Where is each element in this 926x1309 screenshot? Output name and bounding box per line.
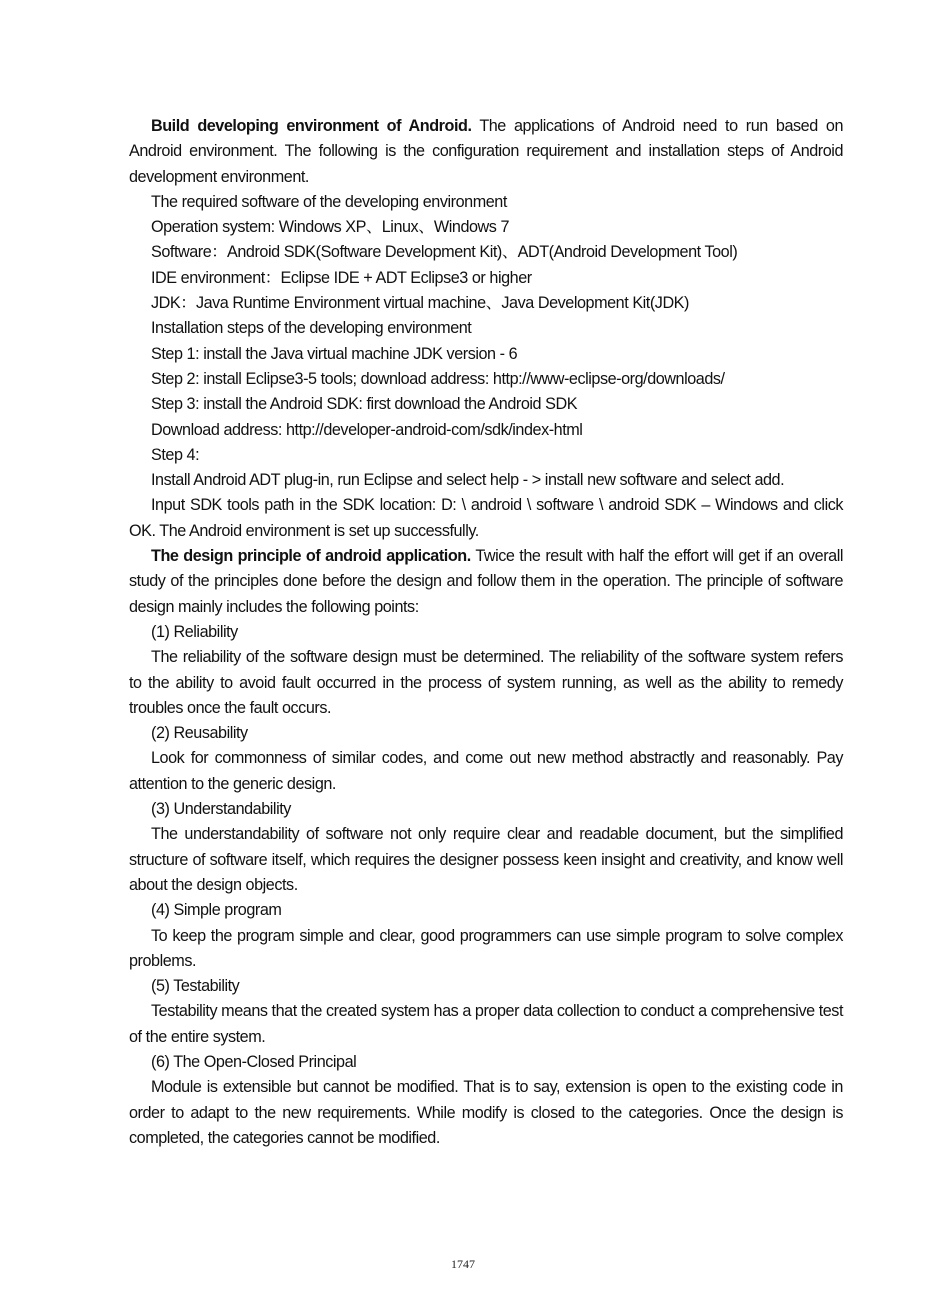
line-required-software: The required software of the developing environment xyxy=(151,192,507,211)
line-software: Software：Android SDK(Software Development Kit)、ADT(Android Development Tool) xyxy=(151,243,738,262)
principle-body-understandability: The understandability of software not only require clear and readable document, but the simplified structure of software itself, which requires the designer possess keen insight and creativity, and know well about the design objects. xyxy=(129,825,843,894)
principle-body-open-closed: Module is extensible but cannot be modified. That is to say, extension is open to the existing code in order to adapt to the new requirements. While modify is closed to the categories. Once the design is completed, the categories cannot be modified. xyxy=(129,1078,843,1147)
principle-title-simple-program: (4) Simple program xyxy=(151,901,282,920)
principle-body-reliability: The reliability of the software design must be determined. The reliability of the software system refers to the ability to avoid fault occurred in the process of system running, as well as the ability to remedy troubles once the fault occurs. xyxy=(129,648,843,717)
principle-body-testability: Testability means that the created system has a proper data collection to conduct a comprehensive test of the entire system. xyxy=(129,1002,843,1046)
line-operation-system: Operation system: Windows XP、Linux、Windows 7 xyxy=(151,218,510,237)
principle-title-reusability: (2) Reusability xyxy=(151,724,248,743)
line-step-2: Step 2: install Eclipse3-5 tools; download address: http://www-eclipse-org/downloads/ xyxy=(151,369,725,388)
paragraph-text: Twice the result with half the effort will get if an overall study of the principles done before the design and follow them in the operation. The principle of software design mainly includes the following points: xyxy=(129,547,843,616)
paragraph-build-environment xyxy=(129,114,843,190)
paragraph-install-adt: Install Android ADT plug-in, run Eclipse and select help - > install new software and select add. xyxy=(151,471,785,490)
page-body xyxy=(129,114,843,1151)
principle-body-simple-program: To keep the program simple and clear, good programmers can use simple program to solve complex problems. xyxy=(129,926,843,970)
principle-title-testability: (5) Testability xyxy=(151,977,240,996)
line-download-address: Download address: http://developer-android-com/sdk/index-html xyxy=(151,420,583,439)
principle-title-open-closed: (6) The Open-Closed Principal xyxy=(151,1052,357,1071)
line-step-4: Step 4: xyxy=(151,445,200,464)
line-step-3: Step 3: install the Android SDK: first download the Android SDK xyxy=(151,395,578,414)
run-in-heading-design: The design principle of android application. xyxy=(151,547,471,566)
principle-body-reusability: Look for commonness of similar codes, and come out new method abstractly and reasonably. Pay attention to the generic design. xyxy=(129,749,843,793)
principle-title-reliability: (1) Reliability xyxy=(151,622,238,641)
line-step-1: Step 1: install the Java virtual machine JDK version - 6 xyxy=(151,344,518,363)
page-number: 1747 xyxy=(451,1257,475,1271)
paragraph-design-principle xyxy=(129,544,843,620)
paragraph-text: The applications of Android need to run based on Android environment. The following is the configuration requirement and installation steps of Android development environment. xyxy=(129,117,843,186)
paragraph-input-sdk: Input SDK tools path in the SDK location: D: \ android \ software \ android SDK – Windows and click OK. The Android environment is set up successfully. xyxy=(129,496,843,540)
line-installation-steps: Installation steps of the developing environment xyxy=(151,319,472,338)
line-jdk: JDK：Java Runtime Environment virtual machine、Java Development Kit(JDK) xyxy=(151,294,689,313)
principle-title-understandability: (3) Understandability xyxy=(151,800,291,819)
line-ide-environment: IDE environment：Eclipse IDE + ADT Eclipse3 or higher xyxy=(151,268,532,287)
run-in-heading-build: Build developing environment of Android. xyxy=(151,117,472,135)
